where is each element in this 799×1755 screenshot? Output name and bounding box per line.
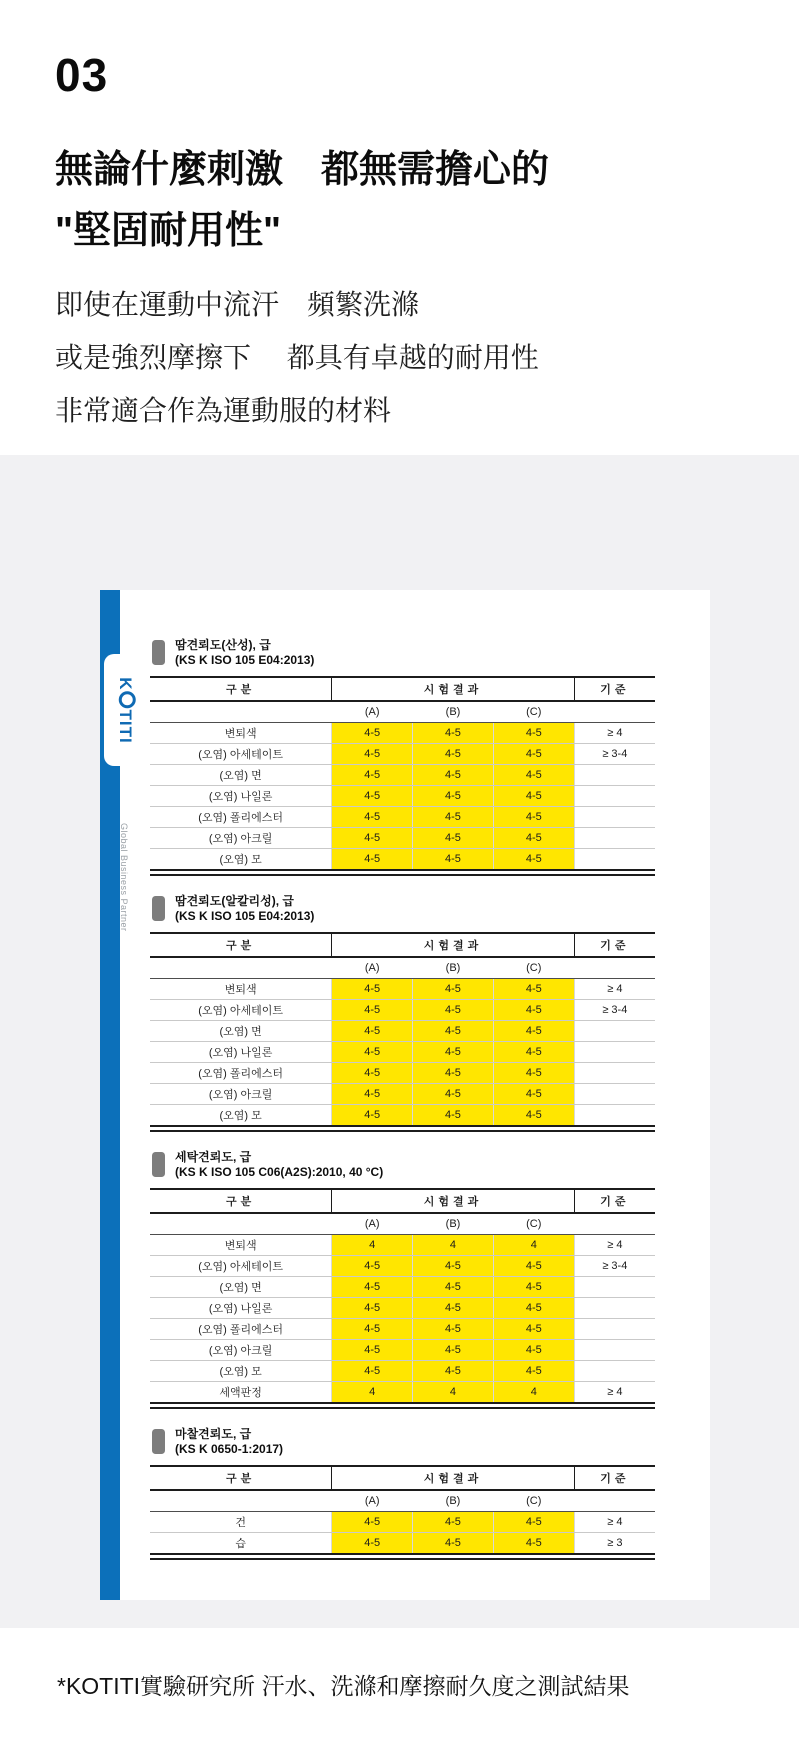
row-label: (오염) 폴리에스터 [150,1319,332,1340]
col-header-category: 구분 [150,1466,332,1490]
result-value: 4 [332,1382,413,1404]
col-header-result: 시험결과 [332,677,574,701]
table-standard-line: (KS K ISO 105 E04:2013) [175,909,315,923]
test-table-block-2 [150,894,655,1132]
result-value: 4-5 [493,1084,574,1105]
table-row [150,723,655,744]
table-title [152,1427,655,1457]
table-row [150,1319,655,1340]
col-header-category: 구분 [150,1189,332,1213]
result-value: 4-5 [493,765,574,786]
specimen-label: (B) [413,1213,494,1235]
col-header-criteria: 기준 [574,933,655,957]
result-value: 4-5 [413,1256,494,1277]
result-value: 4-5 [413,849,494,871]
criteria-value [574,807,655,828]
specimen-label: (B) [413,701,494,723]
col-header-criteria: 기준 [574,1189,655,1213]
table-row [150,1021,655,1042]
result-value: 4-5 [493,1042,574,1063]
result-value: 4-5 [332,1277,413,1298]
subheader-empty [574,701,655,723]
row-label: 세액판정 [219,1387,262,1399]
title-tag-icon [152,896,165,921]
col-header-criteria: 기준 [574,1466,655,1490]
subheader-empty [574,957,655,979]
results-table [150,1465,655,1555]
row-label: (오염) 모 [150,1361,332,1382]
body-line-2: 或是強烈摩擦下 都具有卓越的耐用性 [55,342,539,373]
specimen-label: (A) [332,1213,413,1235]
table-header-row [150,1466,655,1490]
table-row [150,1512,655,1533]
intro-description [55,278,539,437]
results-table [150,932,655,1127]
result-value: 4-5 [332,723,413,744]
result-value: 4-5 [332,1256,413,1277]
result-value: 4-5 [493,1512,574,1533]
table-end-line [150,1558,655,1560]
table-row [150,786,655,807]
result-value: 4-5 [493,979,574,1000]
result-value: 4-5 [332,1298,413,1319]
table-title-text [175,1427,283,1457]
section-number: 03 [55,49,109,101]
result-value: 4-5 [332,1512,413,1533]
result-value: 4-5 [413,1361,494,1382]
results-table [150,1188,655,1404]
specimen-label: (C) [493,957,574,979]
result-value: 4-5 [332,1361,413,1382]
criteria-value: ≥ 4 [574,1235,655,1256]
criteria-value: ≥ 3-4 [574,744,655,765]
result-value: 4-5 [332,849,413,871]
criteria-value [574,1105,655,1127]
result-value: 4-5 [413,1042,494,1063]
table-title-line: 땀견뢰도(산성), 급 [175,638,271,652]
footnote: *KOTITI實驗研究所 汗水、洗滌和摩擦耐久度之測試結果 [57,1673,630,1699]
global-business-partner-label: Global Business Partner [119,823,129,932]
result-value: 4-5 [413,1063,494,1084]
criteria-value [574,786,655,807]
test-table-block-3 [150,1150,655,1409]
table-header-row [150,677,655,701]
result-value: 4-5 [332,765,413,786]
result-value: 4-5 [493,744,574,765]
result-value: 4-5 [332,828,413,849]
specimen-label: (A) [332,957,413,979]
result-value: 4-5 [332,1340,413,1361]
report-background [0,455,799,1628]
criteria-value: ≥ 4 [574,1382,655,1404]
result-value: 4-5 [332,786,413,807]
result-value: 4-5 [332,1021,413,1042]
criteria-value [574,1361,655,1382]
row-label: (오염) 아크릴 [150,828,332,849]
result-value: 4-5 [493,1361,574,1382]
criteria-value: ≥ 4 [574,1512,655,1533]
row-label: 습 [235,1538,246,1550]
result-value: 4 [413,1235,494,1256]
table-row [150,979,655,1000]
row-label: (오염) 모 [219,854,262,866]
criteria-value [574,1063,655,1084]
table-row [150,1063,655,1084]
result-value: 4-5 [493,1277,574,1298]
result-value: 4-5 [493,1533,574,1555]
body-line-3: 非常適合作為運動服的材料 [55,395,392,426]
specimen-header-row [150,957,655,979]
result-value: 4-5 [332,744,413,765]
table-title [152,1150,655,1180]
subheader-empty [150,701,332,723]
heading-line-1: 無論什麼刺激 都無需擔心的 [55,149,550,191]
row-label: (오염) 아세테이트 [150,744,332,765]
result-value: 4-5 [413,1000,494,1021]
test-table-block-4 [150,1427,655,1560]
specimen-label: (A) [332,701,413,723]
subheader-empty [574,1490,655,1512]
specimen-header-row [150,701,655,723]
table-row [150,1084,655,1105]
result-value: 4-5 [413,1105,494,1127]
result-value: 4-5 [413,979,494,1000]
table-title-line: 땀견뢰도(알칼리성), 급 [175,894,294,908]
result-value: 4 [493,1235,574,1256]
criteria-value [574,849,655,871]
table-row [150,1361,655,1382]
criteria-value [574,1084,655,1105]
result-value: 4-5 [332,1533,413,1555]
subheader-empty [150,1213,332,1235]
row-label: (오염) 나일론 [150,1042,332,1063]
result-value: 4-5 [493,828,574,849]
table-standard-line: (KS K ISO 105 C06(A2S):2010, 40 °C) [175,1165,384,1179]
title-tag-icon [152,1429,165,1454]
criteria-value: ≥ 3-4 [574,1000,655,1021]
table-row [150,744,655,765]
row-label: 변퇴색 [150,1235,332,1256]
subheader-empty [150,957,332,979]
row-label: (오염) 폴리에스터 [150,1063,332,1084]
kotiti-test-report [100,590,710,1600]
criteria-value [574,1021,655,1042]
table-row [150,828,655,849]
row-label: 변퇴색 [150,979,332,1000]
specimen-label: (C) [493,701,574,723]
table-title-text [175,894,314,924]
result-value: 4-5 [493,1256,574,1277]
criteria-value: ≥ 3 [574,1533,655,1555]
kotiti-logo-k: K [116,676,135,691]
row-label: (오염) 아세테이트 [150,1000,332,1021]
table-title [152,894,655,924]
table-row [150,807,655,828]
result-value: 4-5 [332,1000,413,1021]
table-title-line: 세탁견뢰도, 급 [175,1150,252,1164]
kotiti-ring-icon [119,691,136,708]
criteria-value: ≥ 3-4 [574,1256,655,1277]
result-value: 4-5 [413,1084,494,1105]
row-label: (오염) 아크릴 [150,1084,332,1105]
specimen-label: (B) [413,1490,494,1512]
criteria-value [574,1277,655,1298]
row-label: (오염) 폴리에스터 [150,807,332,828]
specimen-label: (C) [493,1213,574,1235]
table-row [150,1000,655,1021]
table-end-line [150,1130,655,1132]
result-value: 4-5 [413,807,494,828]
result-value: 4-5 [493,1000,574,1021]
kotiti-logo-rest: TITI [116,709,135,744]
table-title [152,638,655,668]
result-value: 4-5 [332,807,413,828]
table-row [150,765,655,786]
criteria-value [574,1319,655,1340]
test-tables-area [150,638,655,1578]
result-value: 4-5 [493,1105,574,1127]
criteria-value [574,1340,655,1361]
result-value: 4-5 [332,1319,413,1340]
subheader-empty [574,1213,655,1235]
specimen-label: (A) [332,1490,413,1512]
row-label: (오염) 면 [150,1021,332,1042]
specimen-header-row [150,1213,655,1235]
result-value: 4-5 [493,1319,574,1340]
col-header-result: 시험결과 [332,1466,574,1490]
result-value: 4-5 [493,1298,574,1319]
title-tag-icon [152,1152,165,1177]
result-value: 4-5 [493,807,574,828]
criteria-value [574,828,655,849]
row-label: 변퇴색 [150,723,332,744]
criteria-value [574,1042,655,1063]
table-header-row [150,1189,655,1213]
result-value: 4-5 [413,1277,494,1298]
table-row [150,1533,655,1555]
specimen-label: (C) [493,1490,574,1512]
specimen-label: (B) [413,957,494,979]
result-value: 4-5 [413,1021,494,1042]
result-value: 4-5 [332,1105,413,1127]
result-value: 4-5 [413,1298,494,1319]
table-row [150,1382,655,1404]
criteria-value [574,1298,655,1319]
result-value: 4-5 [413,723,494,744]
result-value: 4-5 [413,828,494,849]
kotiti-logo-tab [104,654,147,766]
result-value: 4-5 [413,1512,494,1533]
criteria-value: ≥ 4 [574,723,655,744]
result-value: 4-5 [413,765,494,786]
result-value: 4-5 [413,744,494,765]
result-value: 4-5 [493,1340,574,1361]
table-row [150,1235,655,1256]
result-value: 4-5 [493,1021,574,1042]
table-row [150,849,655,871]
table-row [150,1105,655,1127]
title-tag-icon [152,640,165,665]
result-value: 4-5 [413,786,494,807]
subheader-empty [150,1490,332,1512]
table-title-text [175,1150,383,1180]
criteria-value [574,765,655,786]
row-label: (오염) 아세테이트 [150,1256,332,1277]
table-row [150,1277,655,1298]
criteria-value: ≥ 4 [574,979,655,1000]
specimen-header-row [150,1490,655,1512]
row-label: (오염) 면 [150,765,332,786]
result-value: 4-5 [493,1063,574,1084]
col-header-result: 시험결과 [332,1189,574,1213]
table-standard-line: (KS K ISO 105 E04:2013) [175,653,315,667]
result-value: 4-5 [413,1533,494,1555]
heading-line-2: "堅固耐用性" [55,210,282,252]
result-value: 4-5 [493,723,574,744]
table-row [150,1256,655,1277]
table-row [150,1042,655,1063]
table-row [150,1340,655,1361]
row-label: (오염) 나일론 [150,1298,332,1319]
results-table [150,676,655,871]
row-label: (오염) 나일론 [150,786,332,807]
body-line-1: 即使在運動中流汗 頻繁洗滌 [55,289,420,320]
table-title-text [175,638,314,668]
col-header-criteria: 기준 [574,677,655,701]
result-value: 4-5 [413,1319,494,1340]
result-value: 4-5 [332,1084,413,1105]
test-table-block-1 [150,638,655,876]
col-header-category: 구분 [150,677,332,701]
col-header-result: 시험결과 [332,933,574,957]
result-value: 4-5 [332,1042,413,1063]
result-value: 4-5 [413,1340,494,1361]
result-value: 4 [413,1382,494,1404]
row-label: (오염) 아크릴 [150,1340,332,1361]
table-title-line: 마찰견뢰도, 급 [175,1427,252,1441]
table-standard-line: (KS K 0650-1:2017) [175,1442,284,1456]
table-end-line [150,874,655,876]
result-value: 4-5 [332,1063,413,1084]
row-label: (오염) 모 [219,1110,262,1122]
kotiti-logo [115,677,136,744]
table-header-row [150,933,655,957]
result-value: 4 [332,1235,413,1256]
row-label: 건 [150,1512,332,1533]
table-end-line [150,1407,655,1409]
result-value: 4-5 [493,786,574,807]
col-header-category: 구분 [150,933,332,957]
page-title [55,140,549,262]
result-value: 4-5 [493,849,574,871]
row-label: (오염) 면 [150,1277,332,1298]
result-value: 4 [493,1382,574,1404]
result-value: 4-5 [332,979,413,1000]
table-row [150,1298,655,1319]
